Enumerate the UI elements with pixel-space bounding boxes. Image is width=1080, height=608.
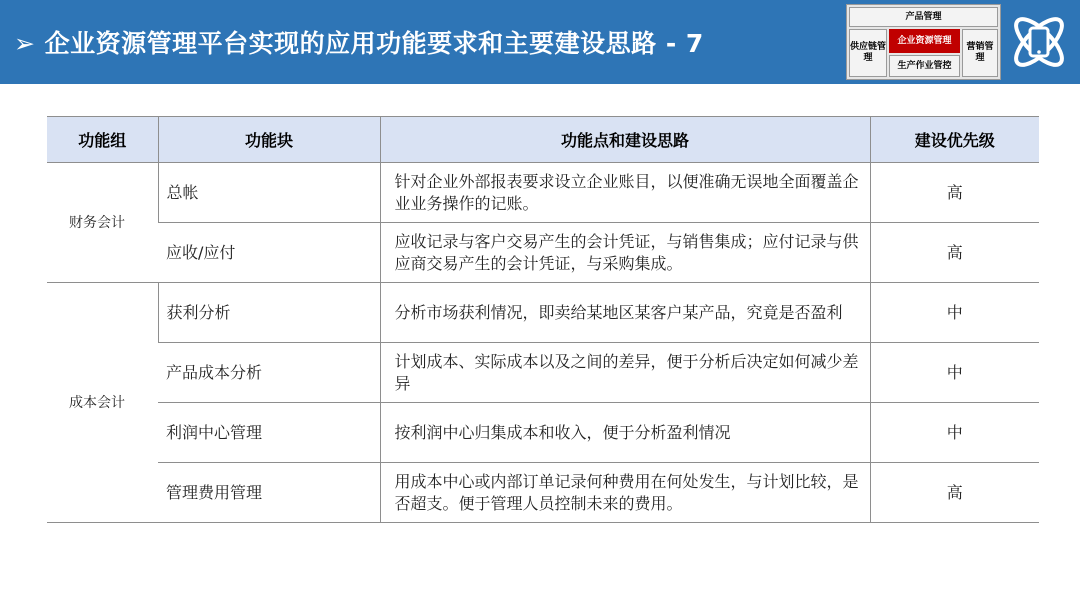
header-priority: 建设优先级 — [870, 117, 1039, 163]
block-cell: 获利分析 — [158, 283, 380, 343]
desc-cell: 应收记录与客户交易产生的会计凭证，与销售集成；应付记录与供应商交易产生的会计凭证，与采购集成。 — [380, 223, 870, 283]
group-cell: 财务会计 — [47, 163, 158, 283]
priority-cell: 高 — [870, 163, 1039, 223]
priority-cell: 中 — [870, 283, 1039, 343]
title-bar — [0, 0, 1080, 84]
header-function-points: 功能点和建设思路 — [380, 117, 870, 163]
table-row — [47, 283, 1039, 343]
diagram-erp-core: 企业资源管理 — [889, 29, 960, 53]
desc-cell: 分析市场获利情况，即卖给某地区某客户某产品，究竟是否盈利 — [380, 283, 870, 343]
priority-cell: 高 — [870, 463, 1039, 523]
table-row — [47, 343, 1039, 403]
function-table — [47, 116, 1039, 523]
header-function-group: 功能组 — [47, 117, 158, 163]
block-cell: 总帐 — [158, 163, 380, 223]
block-cell: 产品成本分析 — [158, 343, 380, 403]
table-row — [47, 403, 1039, 463]
diagram-supply-chain: 供应链管理 — [849, 29, 887, 77]
desc-cell: 计划成本、实际成本以及之间的差异，便于分析后决定如何减少差异 — [380, 343, 870, 403]
desc-cell: 用成本中心或内部订单记录何种费用在何处发生，与计划比较，是否超支。便于管理人员控制未来的费用。 — [380, 463, 870, 523]
block-cell: 利润中心管理 — [158, 403, 380, 463]
module-diagram — [846, 4, 1001, 80]
desc-cell: 按利润中心归集成本和收入，便于分析盈利情况 — [380, 403, 870, 463]
group-cell: 成本会计 — [47, 283, 158, 523]
block-cell: 管理费用管理 — [158, 463, 380, 523]
priority-cell: 中 — [870, 343, 1039, 403]
desc-cell: 针对企业外部报表要求设立企业账目，以便准确无误地全面覆盖企业业务操作的记账。 — [380, 163, 870, 223]
table-row — [47, 463, 1039, 523]
diagram-product-management: 产品管理 — [849, 7, 998, 27]
table-row — [47, 163, 1039, 223]
diagram-marketing: 营销管理 — [962, 29, 998, 77]
priority-cell: 高 — [870, 223, 1039, 283]
page-title: ➢ 企业资源管理平台实现的应用功能要求和主要建设思路 - 7 — [14, 29, 704, 58]
table-header-row — [47, 117, 1039, 163]
diagram-production-control: 生产作业管控 — [889, 55, 960, 77]
block-cell: 应收/应付 — [158, 223, 380, 283]
header-function-block: 功能块 — [158, 117, 380, 163]
table-row — [47, 223, 1039, 283]
atom-device-logo-icon — [1005, 8, 1073, 76]
priority-cell: 中 — [870, 403, 1039, 463]
